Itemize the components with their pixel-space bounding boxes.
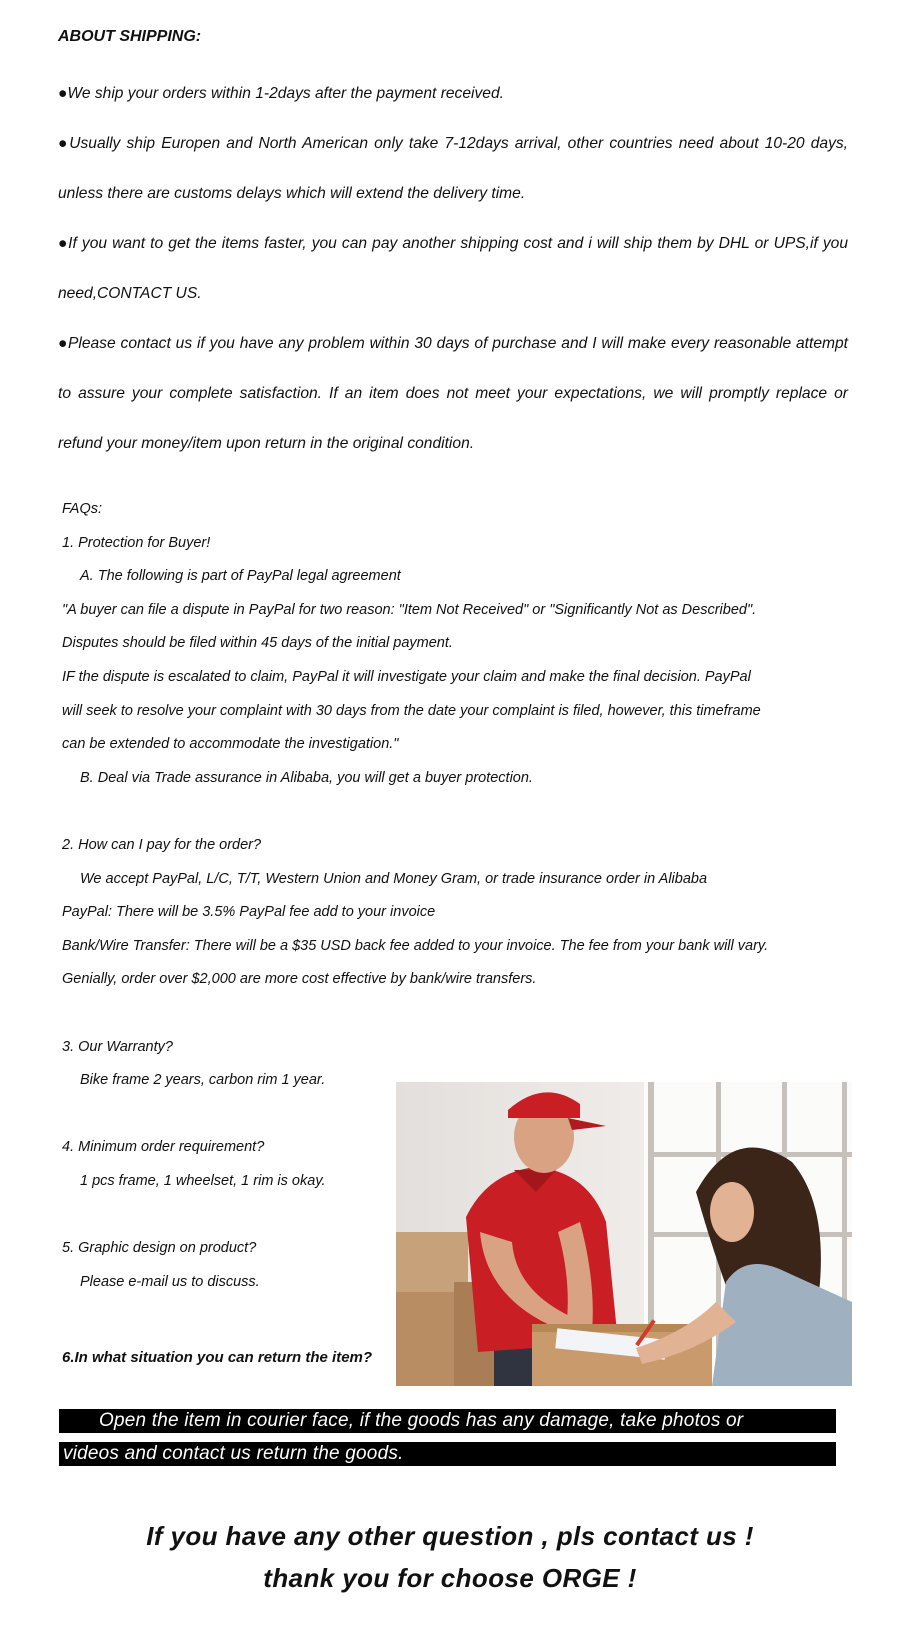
faq-text-line: IF the dispute is escalated to claim, PayPal it will investigate your claim and make the final decision. PayPal [62,668,751,685]
shipping-paragraph: ●Usually ship Europen and North American only take 7-12days arrival, other countries need about 10-20 days, unless there are customs delays which will extend the delivery time. [58,135,848,202]
faq-answer: Bike frame 2 years, carbon rim 1 year. [80,1072,326,1089]
return-condition-line: videos and contact us return the goods. [59,1442,836,1466]
faq-text-line: PayPal: There will be 3.5% PayPal fee add to your invoice [62,904,436,921]
courier-delivery-photo [396,1082,852,1386]
thank-you-line: thank you for choose ORGE ! [263,1563,637,1593]
faq-answer: A. The following is part of PayPal legal agreement [80,568,401,585]
return-condition-line: Open the item in courier face, if the goods has any damage, take photos or [59,1409,836,1433]
closing-message [0,1515,900,1599]
faq-answer: 1 pcs frame, 1 wheelset, 1 rim is okay. [80,1172,326,1189]
shipping-title: ABOUT SHIPPING: [58,28,202,45]
contact-prompt: If you have any other question , pls contact us ! [146,1521,754,1551]
faq-text-line: Disputes should be filed within 45 days of the initial payment. [62,635,453,652]
faq-question: 3. Our Warranty? [62,1038,173,1055]
faq-answer: B. Deal via Trade assurance in Alibaba, you will get a buyer protection. [80,769,533,786]
faq-question: 4. Minimum order requirement? [62,1139,265,1156]
faq-answer: We accept PayPal, L/C, T/T, Western Union and Money Gram, or trade insurance order in Alibaba [80,870,708,887]
faq-text-line: can be extended to accommodate the investigation." [62,736,399,753]
faq-question: 1. Protection for Buyer! [62,534,211,551]
faq-question: 6.In what situation you can return the item? [62,1349,373,1367]
faq-question: 5. Graphic design on product? [62,1240,257,1257]
shipping-paragraph: ●Please contact us if you have any problem within 30 days of purchase and I will make every reasonable attempt to assure your complete satisfaction. If an item does not meet your expectations, we will promptly replace or refund your money/item upon return in the original condition. [58,335,848,452]
faq-text-line: will seek to resolve your complaint with 30 days from the date your complaint is filed, however, this timeframe [62,702,761,719]
faq-question: 2. How can I pay for the order? [62,836,262,853]
faqs-heading: FAQs: [62,501,103,517]
faq-text-line: "A buyer can file a dispute in PayPal for two reason: "Item Not Received" or "Significantly Not as Described". [62,601,757,618]
shipping-paragraph: ●If you want to get the items faster, you can pay another shipping cost and i will ship them by DHL or UPS,if you need,CONTACT US. [58,235,848,302]
return-conditions-box [59,1409,836,1475]
faq-answer: Please e-mail us to discuss. [80,1273,260,1290]
faq-text-line: Bank/Wire Transfer: There will be a $35 USD back fee added to your invoice. The fee from your bank will vary. [62,937,769,954]
faq-text-line: Genially, order over $2,000 are more cost effective by bank/wire transfers. [62,971,537,988]
about-shipping-section [58,22,848,469]
shipping-paragraph: ●We ship your orders within 1-2days after the payment received. [58,85,504,102]
